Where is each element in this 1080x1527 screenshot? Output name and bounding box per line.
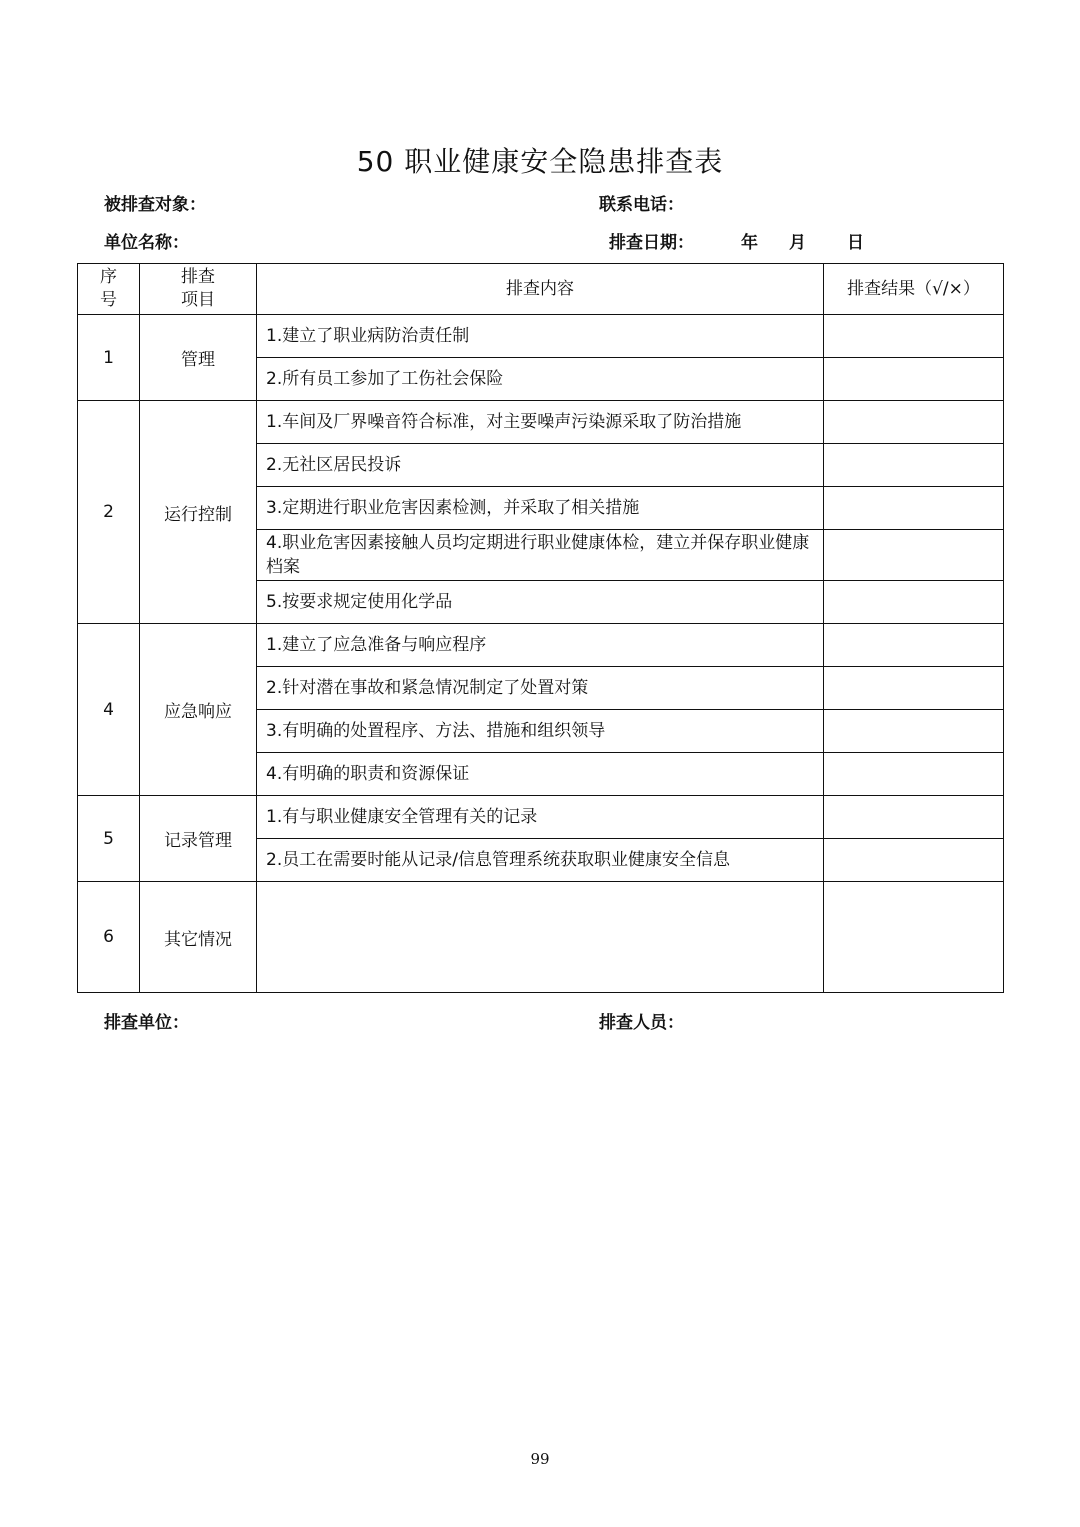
inspector-label: 排查人员： bbox=[599, 1013, 684, 1033]
result-cell[interactable] bbox=[824, 839, 1004, 882]
result-cell[interactable] bbox=[824, 624, 1004, 667]
result-cell[interactable] bbox=[824, 401, 1004, 444]
header-row bbox=[78, 264, 1004, 315]
inspection-table bbox=[77, 263, 1004, 993]
content-cell: 1.建立了职业病防治责任制 bbox=[257, 315, 824, 358]
result-cell[interactable] bbox=[824, 530, 1004, 581]
header-item-line: 项目 bbox=[181, 290, 215, 310]
header-seq bbox=[78, 264, 140, 315]
header-item bbox=[140, 264, 257, 315]
header-seq-line: 号 bbox=[100, 290, 117, 310]
header-seq-line: 序 bbox=[100, 267, 117, 287]
month-label: 月 bbox=[789, 233, 806, 253]
content-cell: 4.有明确的职责和资源保证 bbox=[257, 753, 824, 796]
content-cell: 3.有明确的处置程序、方法、措施和组织领导 bbox=[257, 710, 824, 753]
header-result: 排查结果（√/×） bbox=[824, 264, 1004, 315]
day-label: 日 bbox=[847, 233, 864, 253]
seq-cell: 2 bbox=[78, 401, 140, 624]
result-cell[interactable] bbox=[824, 710, 1004, 753]
content-cell: 3.定期进行职业危害因素检测，并采取了相关措施 bbox=[257, 487, 824, 530]
item-cell: 应急响应 bbox=[140, 624, 257, 796]
seq-cell: 1 bbox=[78, 315, 140, 401]
result-cell[interactable] bbox=[824, 667, 1004, 710]
item-cell: 记录管理 bbox=[140, 796, 257, 882]
content-cell: 2.所有员工参加了工伤社会保险 bbox=[257, 358, 824, 401]
content-cell[interactable] bbox=[257, 882, 824, 993]
seq-cell: 6 bbox=[78, 882, 140, 993]
phone-label: 联系电话： bbox=[599, 195, 684, 215]
year-label: 年 bbox=[741, 233, 758, 253]
result-cell[interactable] bbox=[824, 358, 1004, 401]
content-cell: 4.职业危害因素接触人员均定期进行职业健康体检，建立并保存职业健康档案 bbox=[257, 530, 824, 581]
target-label: 被排查对象： bbox=[104, 195, 206, 215]
check-unit-label: 排查单位： bbox=[104, 1013, 189, 1033]
result-cell[interactable] bbox=[824, 882, 1004, 993]
table-row bbox=[78, 315, 1004, 358]
header-item-line: 排查 bbox=[181, 267, 215, 287]
content-cell: 2.员工在需要时能从记录/信息管理系统获取职业健康安全信息 bbox=[257, 839, 824, 882]
result-cell[interactable] bbox=[824, 796, 1004, 839]
content-cell: 2.针对潜在事故和紧急情况制定了处置对策 bbox=[257, 667, 824, 710]
content-cell: 5.按要求规定使用化学品 bbox=[257, 581, 824, 624]
unit-name-label: 单位名称： bbox=[104, 233, 189, 253]
table-row bbox=[78, 796, 1004, 839]
check-date-label: 排查日期： bbox=[609, 233, 694, 253]
seq-cell: 4 bbox=[78, 624, 140, 796]
content-cell: 2.无社区居民投诉 bbox=[257, 444, 824, 487]
content-cell: 1.建立了应急准备与响应程序 bbox=[257, 624, 824, 667]
content-cell: 1.车间及厂界噪音符合标准，对主要噪声污染源采取了防治措施 bbox=[257, 401, 824, 444]
page-number: 99 bbox=[530, 1450, 550, 1468]
result-cell[interactable] bbox=[824, 315, 1004, 358]
table-row bbox=[78, 624, 1004, 667]
table-row bbox=[78, 882, 1004, 993]
result-cell[interactable] bbox=[824, 753, 1004, 796]
result-cell[interactable] bbox=[824, 581, 1004, 624]
content-cell: 1.有与职业健康安全管理有关的记录 bbox=[257, 796, 824, 839]
item-cell: 管理 bbox=[140, 315, 257, 401]
seq-cell: 5 bbox=[78, 796, 140, 882]
item-cell: 运行控制 bbox=[140, 401, 257, 624]
table-row bbox=[78, 401, 1004, 444]
page-title: 50 职业健康安全隐患排查表 bbox=[356, 145, 724, 178]
item-cell: 其它情况 bbox=[140, 882, 257, 993]
result-cell[interactable] bbox=[824, 444, 1004, 487]
result-cell[interactable] bbox=[824, 487, 1004, 530]
header-content: 排查内容 bbox=[257, 264, 824, 315]
